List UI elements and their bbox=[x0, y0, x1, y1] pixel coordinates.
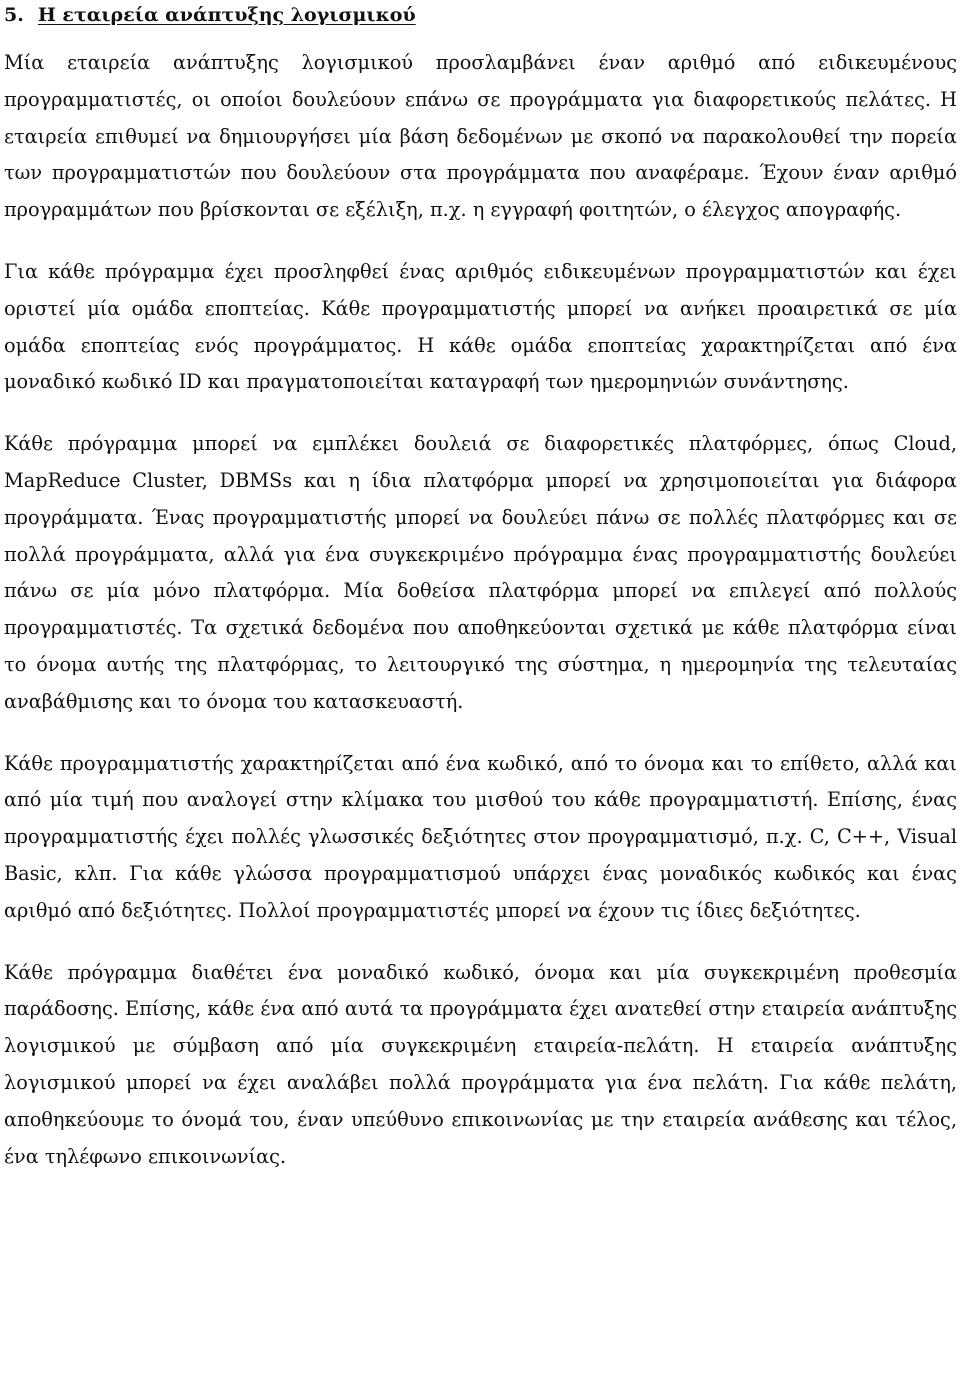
paragraph-intro: Μία εταιρεία ανάπτυξης λογισμικού προσλαμβάνει έναν αριθμό από ειδικευμένους προγραμματιστές, οι οποίοι δουλεύουν επάνω σε προγράμματα για διαφορετικούς πελάτες. Η εταιρεία επιθυμεί να δημιουργήσει μία βάση δεδομένων με σκοπό να παρακολουθεί την πορεία των προγραμματιστών που δουλεύουν στα προγράμματα που αναφέραμε. Έχουν έναν αριθμό προγραμμάτων που βρίσκονται σε εξέλιξη, π.χ. η εγγραφή φοιτητών, ο έλεγχος απογραφής. bbox=[4, 51, 957, 222]
paragraph-supervision: Για κάθε πρόγραμμα έχει προσληφθεί ένας αριθμός ειδικευμένων προγραμματιστών και έχει οριστεί μία ομάδα εποπτείας. Κάθε προγραμματιστής μπορεί να ανήκει προαιρετικά σε μία ομάδα εποπτείας ενός προγράμματος. Η κάθε ομάδα εποπτείας χαρακτηρίζεται από ένα μοναδικό κωδικό ID και πραγματοποιείται καταγραφή των ημερομηνιών συνάντησης. bbox=[4, 259, 957, 394]
paragraph-clients: Κάθε πρόγραμμα διαθέτει ένα μοναδικό κωδικό, όνομα και μία συγκεκριμένη προθεσμία παράδοσης. Επίσης, κάθε ένα από αυτά τα προγράμματα έχει ανατεθεί στην εταιρεία ανάπτυξης λογισμικού με σύμβαση από μία συγκεκριμένη εταιρεία-πελάτη. Η εταιρεία ανάπτυξης λογισμικού μπορεί να έχει αναλάβει πολλά προγράμματα για ένα πελάτη. Για κάθε πελάτη, αποθηκεύουμε το όνομά του, έναν υπεύθυνο επικοινωνίας με την εταιρεία ανάθεσης και τέλος, ένα τηλέφωνο επικοινωνίας. bbox=[4, 960, 957, 1168]
section-heading bbox=[4, 0, 957, 30]
paragraph-platforms: Κάθε πρόγραμμα μπορεί να εμπλέκει δουλειά σε διαφορετικές πλατφόρμες, όπως Cloud, MapReduce Cluster, DBMSs και η ίδια πλατφόρμα μπορεί να χρησιμοποιείται για διάφορα προγράμματα. Ένας προγραμματιστής μπορεί να δουλεύει πάνω σε πολλές πλατφόρμες και σε πολλά προγράμματα, αλλά για ένα συγκεκριμένο πρόγραμμα ένας προγραμματιστής δουλεύει πάνω σε μία μόνο πλατφόρμα. Μία δοθείσα πλατφόρμα μπορεί να επιλεγεί από πολλούς προγραμματιστές. Τα σχετικά δεδομένα που αποθηκεύονται σχετικά με κάθε πλατφόρμα είναι το όνομα αυτής της πλατφόρμας, το λειτουργικό της σύστημα, η ημερομηνία της τελευταίας αναβάθμισης και το όνομα του κατασκευαστή. bbox=[4, 432, 957, 713]
document-page bbox=[4, 0, 957, 1175]
paragraph-programmers: Κάθε προγραμματιστής χαρακτηρίζεται από ένα κωδικό, από το όνομα και το επίθετο, αλλά και από μία τιμή που αναλογεί στην κλίμακα του μισθού του κάθε προγραμματιστή. Επίσης, ένας προγραμματιστής έχει πολλές γλωσσικές δεξιότητες στον προγραμματισμό, π.χ. C, C++, Visual Basic, κλπ. Για κάθε γλώσσα προγραμματισμού υπάρχει ένας μοναδικός κωδικός και ένας αριθμό από δεξιότητες. Πολλοί προγραμματιστές μπορεί να έχουν τις ίδιες δεξιότητες. bbox=[4, 751, 957, 922]
section-title: Η εταιρεία ανάπτυξης λογισμικού bbox=[37, 4, 416, 26]
section-number: 5. bbox=[4, 4, 24, 26]
